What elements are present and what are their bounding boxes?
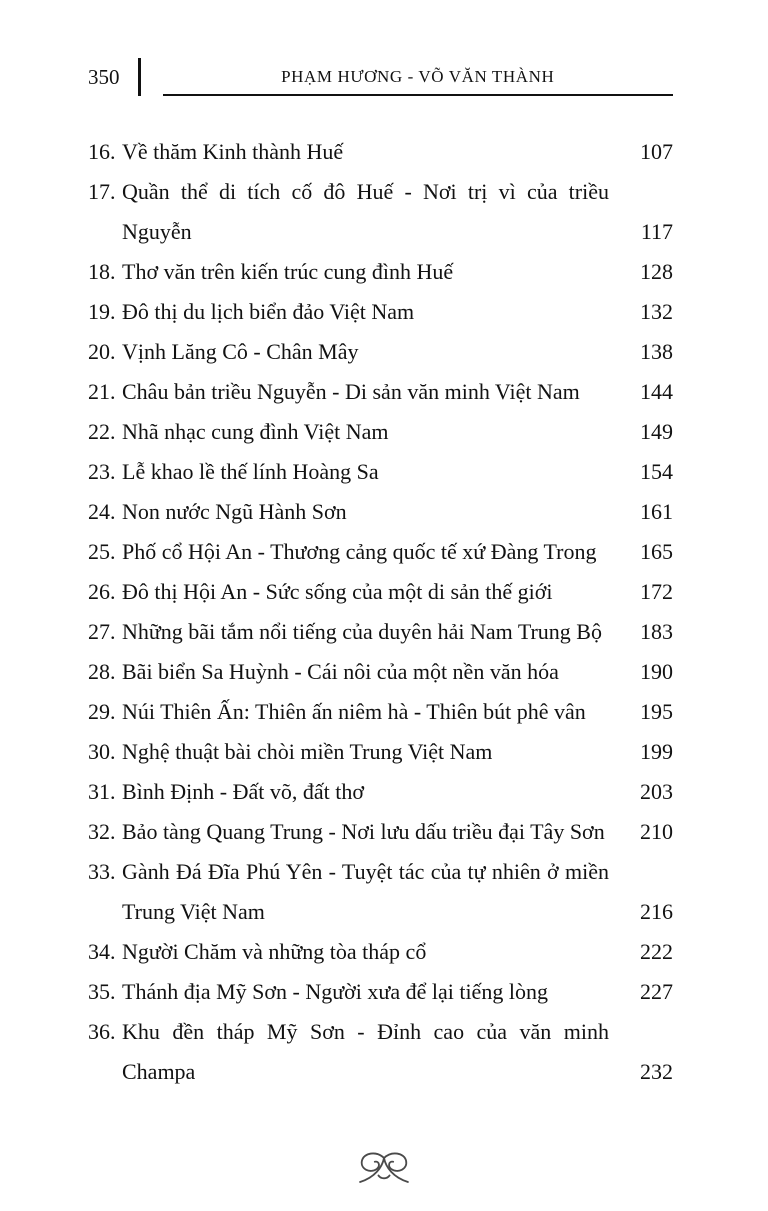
toc-entry-title <box>88 252 609 292</box>
toc-entry <box>88 852 673 932</box>
toc-list <box>88 132 673 1092</box>
toc-entry-title <box>88 492 609 532</box>
toc-entry-title <box>88 652 609 692</box>
toc-entry <box>88 292 673 332</box>
toc-entry-page: 128 <box>640 259 673 284</box>
toc-entry-number: 22. <box>88 419 116 444</box>
toc-entry-number: 31. <box>88 779 116 804</box>
toc-entry <box>88 172 673 252</box>
toc-entry-number: 19. <box>88 299 116 324</box>
toc-entry-page: 138 <box>640 339 673 364</box>
toc-entry-text: Đô thị du lịch biển đảo Việt Nam <box>122 299 415 324</box>
toc-entry-number: 35. <box>88 979 116 1004</box>
toc-entry-number: 21. <box>88 379 116 404</box>
toc-entry <box>88 652 673 692</box>
toc-entry-text: Thánh địa Mỹ Sơn - Người xưa để lại tiếng lòng <box>122 979 548 1004</box>
toc-entry <box>88 972 673 1012</box>
toc-entry-title <box>88 532 609 572</box>
toc-entry-text: Khu đền tháp Mỹ Sơn - Đỉnh cao của văn minh Champa <box>122 1019 609 1084</box>
toc-entry-page: 117 <box>640 219 673 244</box>
toc-entry-title <box>88 932 609 972</box>
page-header <box>88 58 673 96</box>
toc-entry <box>88 452 673 492</box>
footer-ornament-icon <box>338 1150 430 1195</box>
toc-entry <box>88 412 673 452</box>
toc-entry-number: 24. <box>88 499 116 524</box>
toc-entry-page: 210 <box>640 819 673 844</box>
toc-entry-text: Vịnh Lăng Cô - Chân Mây <box>122 339 359 364</box>
toc-entry-title <box>88 452 609 492</box>
toc-entry-title <box>88 572 609 612</box>
toc-entry-text: Những bãi tắm nổi tiếng của duyên hải Nam Trung Bộ <box>122 619 602 644</box>
toc-entry-title <box>88 372 609 412</box>
toc-entry <box>88 1012 673 1092</box>
toc-entry <box>88 612 673 652</box>
toc-entry-text: Châu bản triều Nguyễn - Di sản văn minh Việt Nam <box>122 379 580 404</box>
toc-entry <box>88 252 673 292</box>
toc-entry-page: 183 <box>640 619 673 644</box>
toc-entry-title <box>88 852 609 932</box>
toc-entry-page: 132 <box>640 299 673 324</box>
toc-entry <box>88 132 673 172</box>
running-head-authors: PHẠM HƯƠNG - VÕ VĂN THÀNH <box>163 67 674 96</box>
toc-entry-number: 25. <box>88 539 116 564</box>
header-divider <box>138 58 141 96</box>
toc-entry <box>88 492 673 532</box>
toc-entry-number: 32. <box>88 819 116 844</box>
toc-entry-page: 154 <box>640 459 673 484</box>
toc-entry-page: 161 <box>640 499 673 524</box>
toc-entry <box>88 812 673 852</box>
toc-entry-page: 203 <box>640 779 673 804</box>
toc-entry-title <box>88 172 609 252</box>
toc-entry-text: Non nước Ngũ Hành Sơn <box>122 499 347 524</box>
toc-entry <box>88 692 673 732</box>
page-number: 350 <box>88 65 120 89</box>
toc-entry-number: 26. <box>88 579 116 604</box>
toc-entry-page: 165 <box>640 539 673 564</box>
toc-entry-title <box>88 412 609 452</box>
toc-entry-page: 144 <box>640 379 673 404</box>
toc-entry-page: 195 <box>640 699 673 724</box>
toc-entry-text: Nghệ thuật bài chòi miền Trung Việt Nam <box>122 739 493 764</box>
toc-entry-title <box>88 132 609 172</box>
toc-entry <box>88 532 673 572</box>
toc-entry-page: 227 <box>640 979 673 1004</box>
toc-entry-page: 232 <box>640 1059 673 1084</box>
toc-entry-title <box>88 772 609 812</box>
toc-entry-title <box>88 972 609 1012</box>
toc-entry <box>88 732 673 772</box>
toc-entry-title <box>88 732 609 772</box>
toc-entry-page: 172 <box>640 579 673 604</box>
toc-entry-title <box>88 332 609 372</box>
toc-entry-number: 23. <box>88 459 116 484</box>
toc-entry <box>88 372 673 412</box>
toc-entry-page: 199 <box>640 739 673 764</box>
toc-entry <box>88 932 673 972</box>
toc-entry-text: Bãi biển Sa Huỳnh - Cái nôi của một nền văn hóa <box>122 659 559 684</box>
toc-entry-number: 27. <box>88 619 116 644</box>
toc-entry-title <box>88 292 609 332</box>
toc-entry-text: Gành Đá Đĩa Phú Yên - Tuyệt tác của tự nhiên ở miền Trung Việt Nam <box>122 859 609 924</box>
toc-entry-number: 20. <box>88 339 116 364</box>
toc-entry-text: Núi Thiên Ấn: Thiên ấn niêm hà - Thiên bút phê vân <box>122 699 586 724</box>
toc-entry-page: 190 <box>640 659 673 684</box>
toc-entry-text: Người Chăm và những tòa tháp cổ <box>122 939 427 964</box>
toc-entry-page: 149 <box>640 419 673 444</box>
toc-entry <box>88 332 673 372</box>
toc-entry-title <box>88 812 609 852</box>
toc-entry-number: 16. <box>88 139 116 164</box>
toc-entry-number: 29. <box>88 699 116 724</box>
toc-entry-text: Về thăm Kinh thành Huế <box>122 139 344 164</box>
toc-entry-number: 34. <box>88 939 116 964</box>
toc-entry <box>88 772 673 812</box>
toc-entry-text: Nhã nhạc cung đình Việt Nam <box>122 419 389 444</box>
toc-entry <box>88 572 673 612</box>
toc-entry-text: Đô thị Hội An - Sức sống của một di sản thế giới <box>122 579 553 604</box>
toc-entry-number: 18. <box>88 259 116 284</box>
toc-entry-number: 33. <box>88 859 116 884</box>
toc-entry-page: 107 <box>640 139 673 164</box>
toc-entry-text: Bảo tàng Quang Trung - Nơi lưu dấu triều đại Tây Sơn <box>122 819 605 844</box>
toc-entry-text: Phố cổ Hội An - Thương cảng quốc tế xứ Đàng Trong <box>122 539 597 564</box>
toc-entry-text: Quần thể di tích cố đô Huế - Nơi trị vì của triều Nguyễn <box>122 179 609 244</box>
toc-entry-page: 216 <box>640 899 673 924</box>
toc-entry-title <box>88 692 609 732</box>
toc-entry-number: 36. <box>88 1019 116 1044</box>
toc-entry-number: 30. <box>88 739 116 764</box>
toc-entry-text: Bình Định - Đất võ, đất thơ <box>122 779 364 804</box>
toc-entry-title <box>88 1012 609 1092</box>
toc-entry-number: 28. <box>88 659 116 684</box>
toc-entry-text: Lễ khao lề thế lính Hoàng Sa <box>122 459 379 484</box>
toc-entry-page: 222 <box>640 939 673 964</box>
toc-entry-title <box>88 612 609 652</box>
toc-entry-text: Thơ văn trên kiến trúc cung đình Huế <box>122 259 454 284</box>
toc-entry-number: 17. <box>88 179 116 204</box>
